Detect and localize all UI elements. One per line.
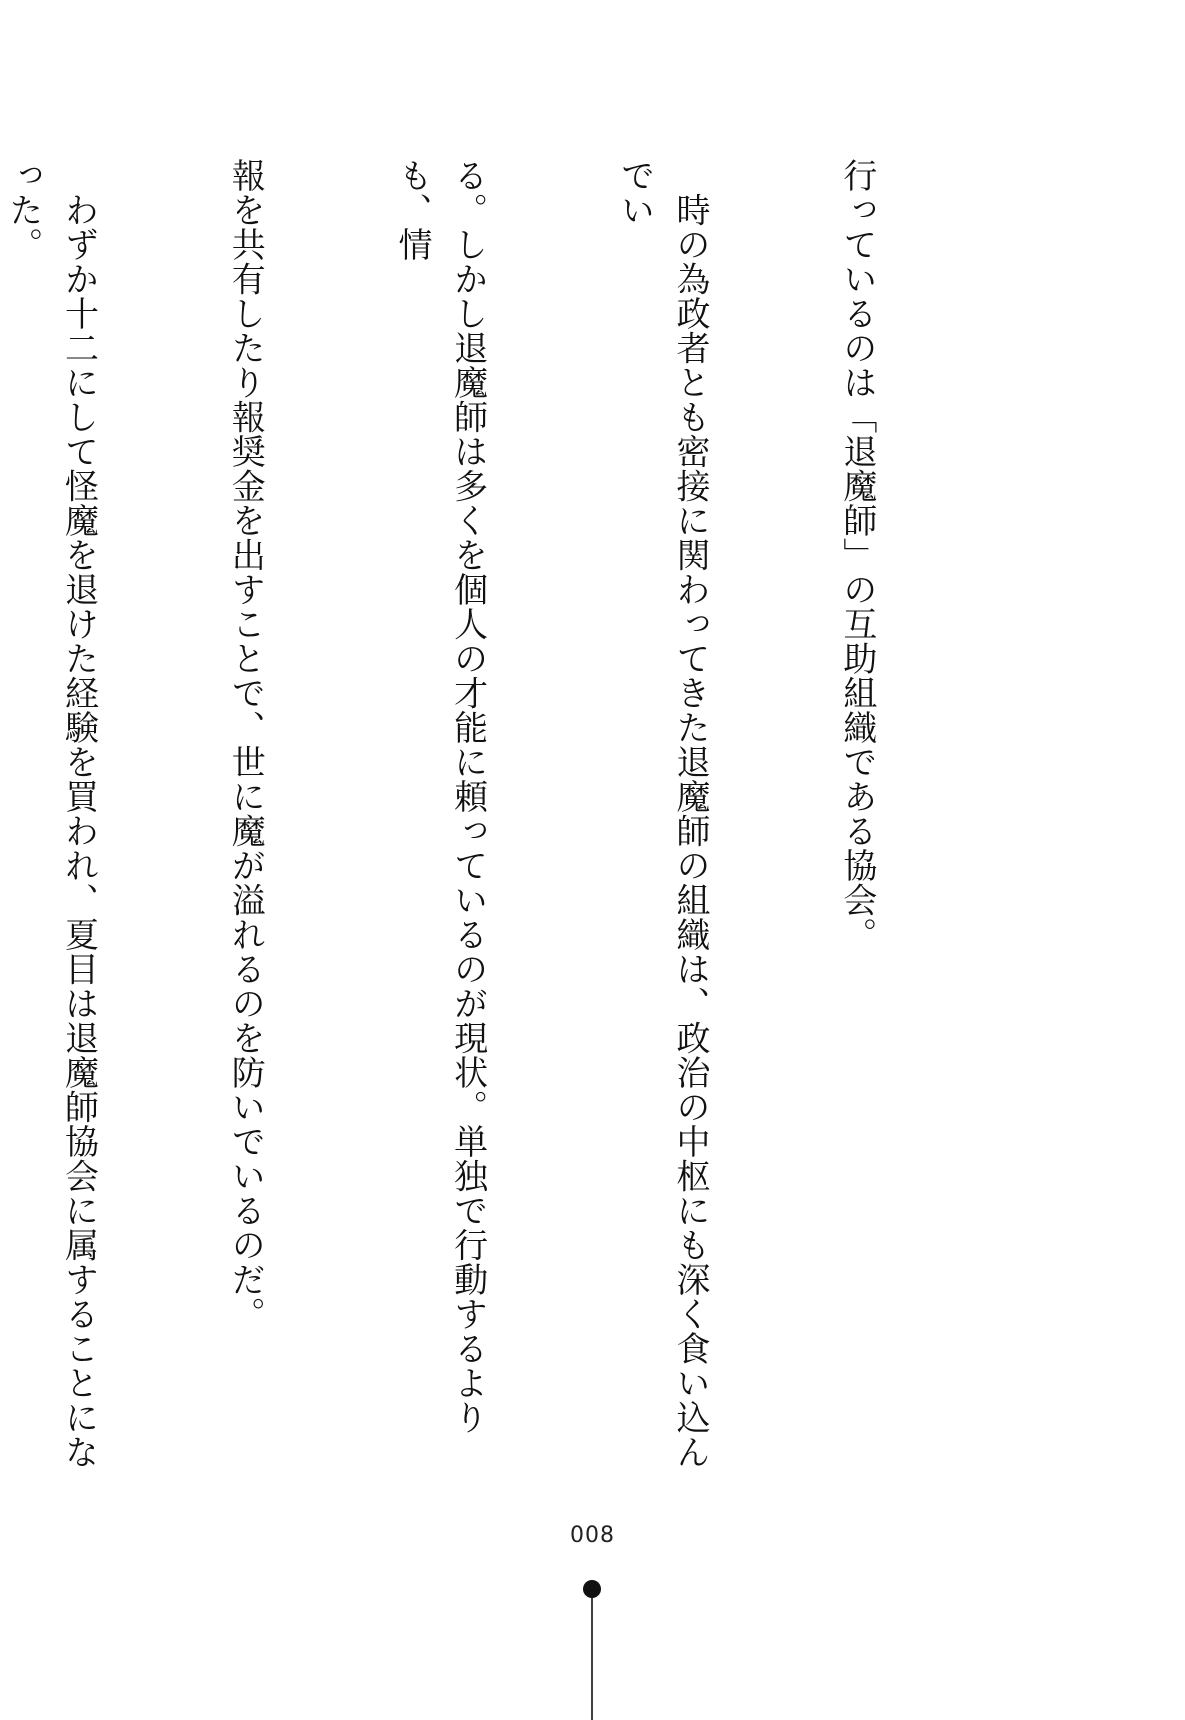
body-text xyxy=(0,158,995,1498)
text-line: る。しかし退魔師は多くを個人の才能に頼っているのが現状。単独で行動するよりも、情 xyxy=(392,158,488,1435)
page-number: 008 xyxy=(570,1523,615,1548)
text-line: わずか十二にして怪魔を退けた経験を買われ、夏目は退魔師協会に属することになった。 xyxy=(2,158,99,1469)
text-line: 報を共有したり報奨金を出すことで、世に魔が溢れるのを防いでいるのだ。 xyxy=(225,158,266,1331)
page-marker-icon xyxy=(575,1576,609,1720)
text-line: 時の為政者とも密接に関わってきた退魔師の組織は、政治の中枢にも深く食い込んでい xyxy=(614,158,711,1469)
text-line: 行っているのは「退魔師」の互助組織である協会。 xyxy=(836,158,877,952)
